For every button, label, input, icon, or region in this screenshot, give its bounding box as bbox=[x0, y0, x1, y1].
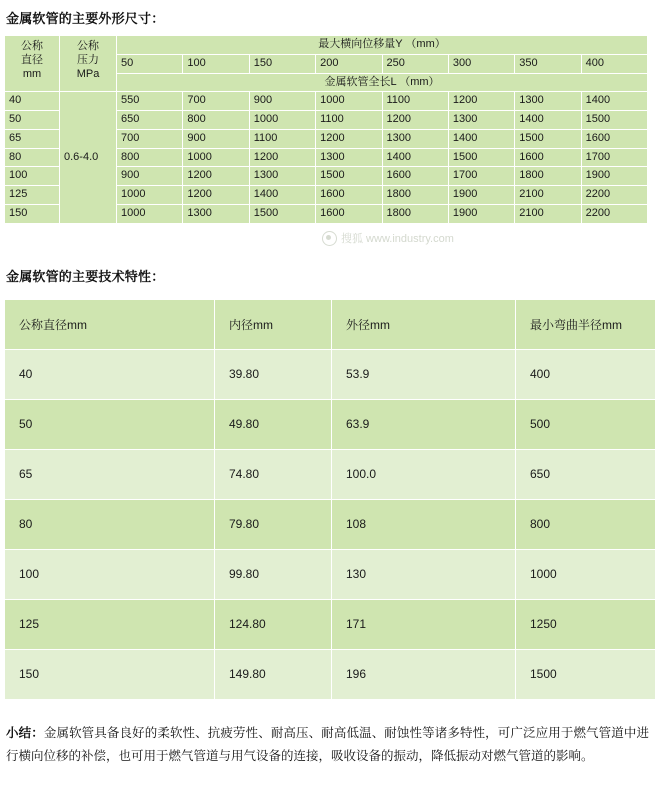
cell-length: 1900 bbox=[448, 186, 514, 205]
cell-length: 550 bbox=[117, 92, 183, 111]
cell-pressure-range: 0.6-4.0 bbox=[60, 92, 117, 223]
cell-diameter: 65 bbox=[5, 129, 60, 148]
table-row bbox=[5, 549, 655, 599]
page-title-specs: 金属软管的主要技术特性： bbox=[6, 266, 655, 285]
cell-length: 1400 bbox=[515, 111, 581, 130]
cell-inner-diameter: 49.80 bbox=[215, 399, 332, 449]
cell-length: 1700 bbox=[581, 148, 647, 167]
cell-length: 900 bbox=[117, 167, 183, 186]
cell-length: 1000 bbox=[183, 148, 249, 167]
cell-outer-diameter: 171 bbox=[332, 599, 516, 649]
header-offset-300: 300 bbox=[448, 54, 514, 73]
header-nominal-pressure-line1: 公称 bbox=[64, 40, 112, 54]
cell-min-bend-radius: 1000 bbox=[516, 549, 655, 599]
table-row bbox=[5, 449, 655, 499]
cell-min-bend-radius: 400 bbox=[516, 349, 655, 399]
table-row bbox=[5, 499, 655, 549]
cell-nominal-diameter: 100 bbox=[5, 549, 215, 599]
cell-length: 1600 bbox=[316, 204, 382, 223]
specs-table bbox=[4, 299, 655, 700]
watermark-text: 搜狐 www.industry.com bbox=[341, 230, 454, 246]
cell-length: 1500 bbox=[316, 167, 382, 186]
cell-diameter: 125 bbox=[5, 186, 60, 205]
cell-nominal-diameter: 65 bbox=[5, 449, 215, 499]
header-offset-group: 最大横向位移量Y （mm） bbox=[117, 36, 648, 55]
cell-length: 900 bbox=[183, 129, 249, 148]
cell-length: 1300 bbox=[448, 111, 514, 130]
summary-label: 小结： bbox=[6, 726, 44, 740]
cell-length: 1200 bbox=[183, 186, 249, 205]
cell-length: 1300 bbox=[249, 167, 315, 186]
cell-length: 2200 bbox=[581, 186, 647, 205]
cell-length: 700 bbox=[117, 129, 183, 148]
cell-inner-diameter: 149.80 bbox=[215, 649, 332, 699]
cell-length: 1300 bbox=[515, 92, 581, 111]
dimensions-table bbox=[4, 35, 648, 224]
cell-length: 1800 bbox=[382, 186, 448, 205]
watermark bbox=[322, 230, 454, 246]
watermark-logo-icon bbox=[322, 231, 337, 246]
header-total-length: 金属软管全长L （mm） bbox=[117, 73, 648, 92]
cell-length: 1200 bbox=[183, 167, 249, 186]
cell-outer-diameter: 63.9 bbox=[332, 399, 516, 449]
cell-length: 1100 bbox=[316, 111, 382, 130]
document-page bbox=[0, 8, 655, 769]
cell-length: 1900 bbox=[581, 167, 647, 186]
page-title-dimensions: 金属软管的主要外形尺寸： bbox=[6, 8, 655, 27]
cell-length: 650 bbox=[117, 111, 183, 130]
cell-nominal-diameter: 150 bbox=[5, 649, 215, 699]
cell-min-bend-radius: 1250 bbox=[516, 599, 655, 649]
cell-length: 2100 bbox=[515, 186, 581, 205]
summary-paragraph bbox=[6, 722, 649, 770]
cell-nominal-diameter: 40 bbox=[5, 349, 215, 399]
cell-outer-diameter: 108 bbox=[332, 499, 516, 549]
table-header-row bbox=[5, 299, 655, 349]
cell-length: 1400 bbox=[382, 148, 448, 167]
cell-min-bend-radius: 500 bbox=[516, 399, 655, 449]
cell-min-bend-radius: 800 bbox=[516, 499, 655, 549]
cell-length: 1400 bbox=[448, 129, 514, 148]
cell-length: 1600 bbox=[382, 167, 448, 186]
header-offset-150: 150 bbox=[249, 54, 315, 73]
header-nominal-pressure-line2: 压力 bbox=[64, 54, 112, 68]
cell-outer-diameter: 130 bbox=[332, 549, 516, 599]
cell-length: 1400 bbox=[581, 92, 647, 111]
table-row bbox=[5, 92, 648, 111]
cell-min-bend-radius: 650 bbox=[516, 449, 655, 499]
header-nominal-diameter-line3: mm bbox=[9, 68, 55, 82]
table-row bbox=[5, 36, 648, 55]
header-nominal-diameter: 公称直径mm bbox=[5, 299, 215, 349]
table-row bbox=[5, 599, 655, 649]
cell-diameter: 80 bbox=[5, 148, 60, 167]
cell-length: 2100 bbox=[515, 204, 581, 223]
cell-nominal-diameter: 125 bbox=[5, 599, 215, 649]
cell-nominal-diameter: 80 bbox=[5, 499, 215, 549]
header-nominal-diameter-line2: 直径 bbox=[9, 54, 55, 68]
cell-inner-diameter: 79.80 bbox=[215, 499, 332, 549]
cell-length: 1500 bbox=[249, 204, 315, 223]
cell-outer-diameter: 196 bbox=[332, 649, 516, 699]
summary-text: 金属软管具备良好的柔软性、抗疲劳性、耐高压、耐高低温、耐蚀性等诸多特性，可广泛应用于燃气管道中进行横向位移的补偿，也可用于燃气管道与用气设备的连接，吸收设备的振动，降低振动对燃气管道的影响。 bbox=[6, 726, 649, 764]
header-offset-350: 350 bbox=[515, 54, 581, 73]
cell-length: 1500 bbox=[448, 148, 514, 167]
header-nominal-diameter bbox=[5, 36, 60, 92]
cell-outer-diameter: 53.9 bbox=[332, 349, 516, 399]
cell-length: 1300 bbox=[183, 204, 249, 223]
cell-length: 1600 bbox=[316, 186, 382, 205]
cell-diameter: 40 bbox=[5, 92, 60, 111]
cell-outer-diameter: 100.0 bbox=[332, 449, 516, 499]
cell-diameter: 50 bbox=[5, 111, 60, 130]
cell-length: 2200 bbox=[581, 204, 647, 223]
header-offset-50: 50 bbox=[117, 54, 183, 73]
header-inner-diameter: 内径mm bbox=[215, 299, 332, 349]
header-outer-diameter: 外径mm bbox=[332, 299, 516, 349]
cell-nominal-diameter: 50 bbox=[5, 399, 215, 449]
cell-length: 1000 bbox=[117, 186, 183, 205]
header-nominal-pressure bbox=[60, 36, 117, 92]
cell-inner-diameter: 74.80 bbox=[215, 449, 332, 499]
cell-length: 1500 bbox=[581, 111, 647, 130]
cell-length: 1600 bbox=[515, 148, 581, 167]
cell-length: 1300 bbox=[382, 129, 448, 148]
cell-length: 1000 bbox=[316, 92, 382, 111]
cell-inner-diameter: 99.80 bbox=[215, 549, 332, 599]
cell-length: 1100 bbox=[382, 92, 448, 111]
cell-length: 900 bbox=[249, 92, 315, 111]
cell-min-bend-radius: 1500 bbox=[516, 649, 655, 699]
cell-length: 1200 bbox=[448, 92, 514, 111]
cell-length: 700 bbox=[183, 92, 249, 111]
cell-length: 1800 bbox=[382, 204, 448, 223]
cell-length: 1700 bbox=[448, 167, 514, 186]
header-min-bend-radius: 最小弯曲半径mm bbox=[516, 299, 655, 349]
cell-length: 1900 bbox=[448, 204, 514, 223]
header-offset-400: 400 bbox=[581, 54, 647, 73]
table-row bbox=[5, 399, 655, 449]
cell-length: 1200 bbox=[316, 129, 382, 148]
cell-inner-diameter: 39.80 bbox=[215, 349, 332, 399]
cell-length: 1000 bbox=[117, 204, 183, 223]
cell-length: 1200 bbox=[249, 148, 315, 167]
table-row bbox=[5, 349, 655, 399]
cell-length: 1500 bbox=[515, 129, 581, 148]
header-offset-200: 200 bbox=[316, 54, 382, 73]
cell-inner-diameter: 124.80 bbox=[215, 599, 332, 649]
cell-diameter: 100 bbox=[5, 167, 60, 186]
cell-length: 800 bbox=[183, 111, 249, 130]
cell-length: 800 bbox=[117, 148, 183, 167]
header-nominal-diameter-line1: 公称 bbox=[9, 40, 55, 54]
cell-length: 1200 bbox=[382, 111, 448, 130]
table-row bbox=[5, 649, 655, 699]
header-offset-100: 100 bbox=[183, 54, 249, 73]
cell-diameter: 150 bbox=[5, 204, 60, 223]
cell-length: 1800 bbox=[515, 167, 581, 186]
cell-length: 1000 bbox=[249, 111, 315, 130]
cell-length: 1400 bbox=[249, 186, 315, 205]
header-offset-250: 250 bbox=[382, 54, 448, 73]
cell-length: 1300 bbox=[316, 148, 382, 167]
cell-length: 1100 bbox=[249, 129, 315, 148]
header-nominal-pressure-line3: MPa bbox=[64, 68, 112, 82]
cell-length: 1600 bbox=[581, 129, 647, 148]
